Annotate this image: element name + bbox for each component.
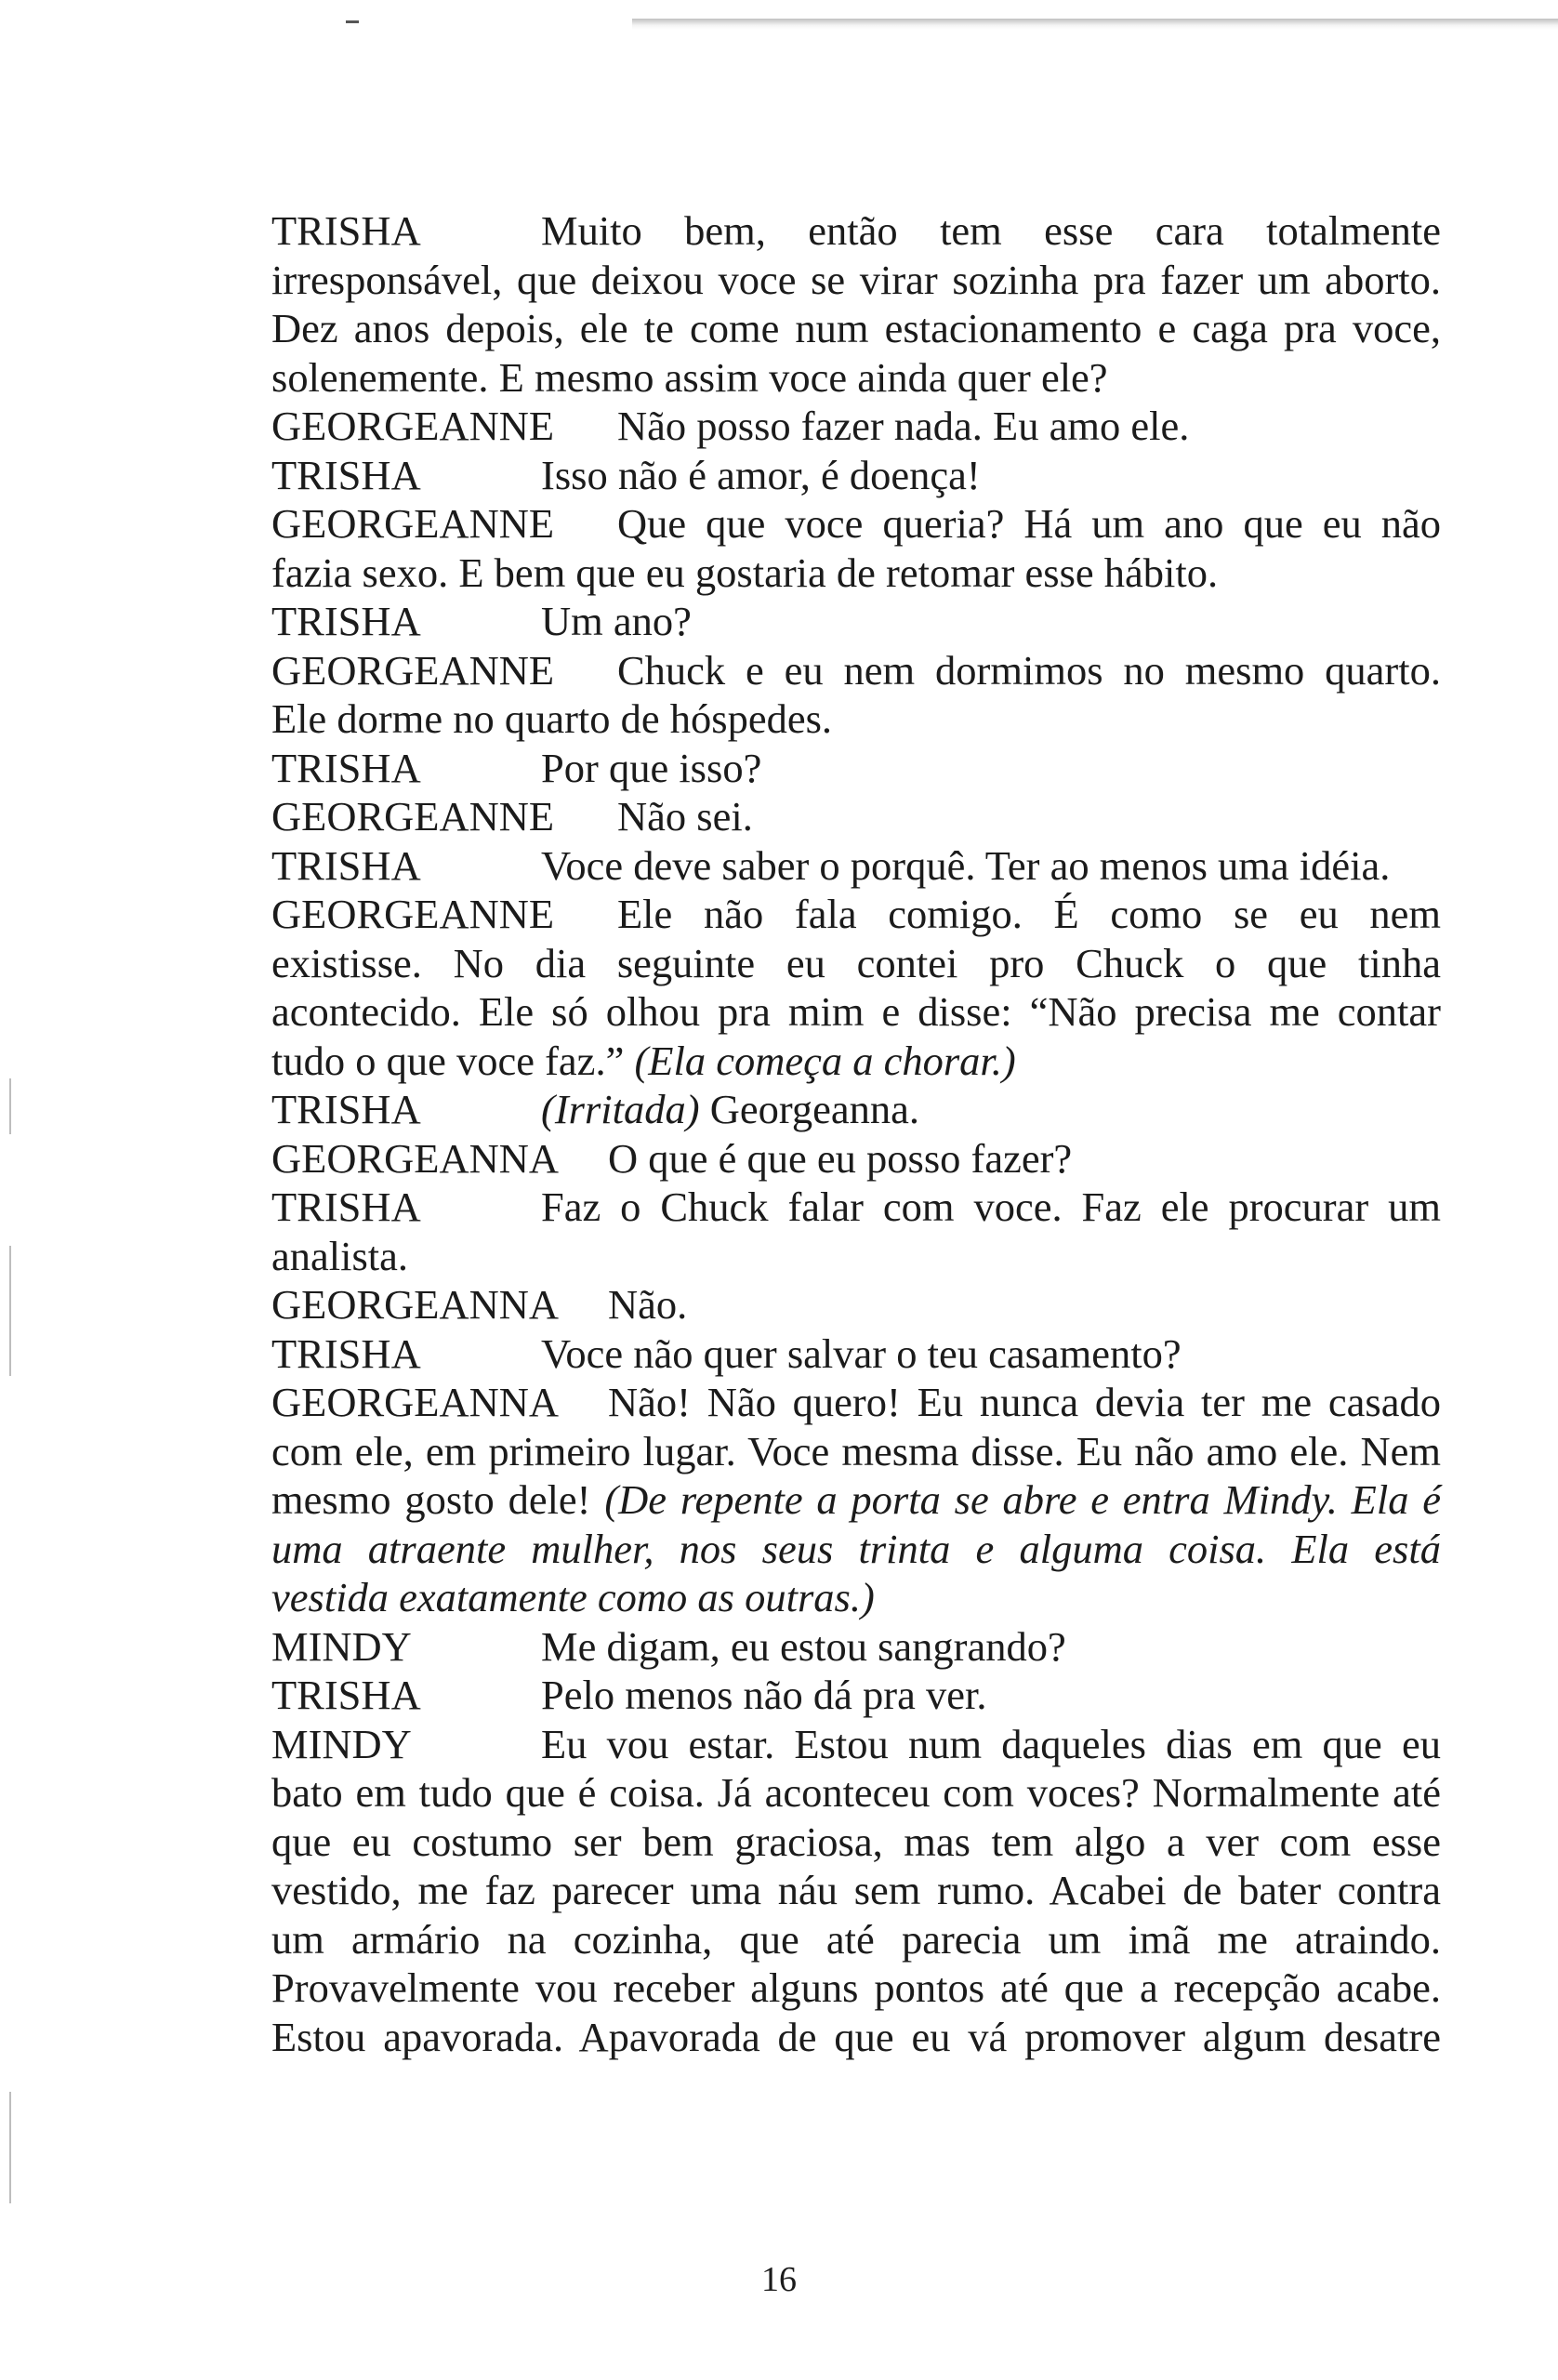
dialogue-line bbox=[271, 1183, 1441, 1232]
speaker-name: TRISHA bbox=[271, 451, 421, 498]
scan-top-edge-shadow bbox=[632, 19, 1558, 30]
dialogue-text: existisse. No dia seguinte eu contei pro Chuck o que tinha bbox=[271, 939, 1441, 986]
stage-direction: (Ela começa a chorar.) bbox=[634, 1037, 1016, 1084]
stage-direction: uma atraente mulher, nos seus trinta e alguma coisa. Ela está bbox=[271, 1525, 1441, 1572]
dialogue-line bbox=[271, 1671, 1441, 1720]
dialogue-line bbox=[271, 1329, 1441, 1379]
speaker-name: GEORGEANNE bbox=[271, 500, 555, 547]
dialogue-line bbox=[271, 646, 1441, 695]
stage-direction: vestida exatamente como as outras.) bbox=[271, 1574, 875, 1620]
speaker-name: GEORGEANNA bbox=[271, 1379, 560, 1425]
dialogue-line bbox=[271, 1427, 1441, 1476]
dialogue-text: Dez anos depois, ele te come num estacionamento e caga pra voce, bbox=[271, 305, 1441, 351]
speaker-name: MINDY bbox=[271, 1720, 412, 1767]
dialogue-line bbox=[271, 1475, 1441, 1525]
dialogue-line bbox=[271, 1280, 1441, 1329]
dialogue-line bbox=[271, 256, 1441, 305]
dialogue-text: Pelo menos não dá pra ver. bbox=[541, 1672, 987, 1718]
speaker-name: TRISHA bbox=[271, 1329, 421, 1377]
dialogue-text: Faz o Chuck falar com voce. Faz ele procurar um bbox=[541, 1183, 1441, 1230]
dialogue-line bbox=[271, 499, 1441, 549]
dialogue-text: O que é que eu posso fazer? bbox=[608, 1134, 1073, 1182]
speaker-name: TRISHA bbox=[271, 1183, 421, 1230]
stage-direction: (Irritada) bbox=[541, 1086, 700, 1132]
script-page-body bbox=[271, 206, 1441, 2061]
dialogue-line bbox=[271, 1768, 1441, 1818]
dialogue-text: Eu vou estar. Estou num daqueles dias em que eu bbox=[541, 1720, 1441, 1767]
dialogue-text: Não. bbox=[608, 1281, 688, 1328]
dialogue-line bbox=[271, 1525, 1441, 1574]
scan-margin-speck bbox=[9, 1246, 11, 1376]
dialogue-line bbox=[271, 1085, 1441, 1134]
speaker-name: TRISHA bbox=[271, 1086, 421, 1132]
dialogue-line bbox=[271, 1037, 1441, 1086]
dialogue-line bbox=[271, 451, 1441, 500]
speaker-name: TRISHA bbox=[271, 1672, 421, 1718]
speaker-name: GEORGEANNA bbox=[271, 1281, 560, 1328]
dialogue-text: tudo o que voce faz.” bbox=[271, 1037, 625, 1084]
speaker-name: TRISHA bbox=[271, 744, 421, 791]
dialogue-text: Não! Não quero! Eu nunca devia ter me casado bbox=[608, 1379, 1441, 1425]
dialogue-text: Não posso fazer nada. Eu amo ele. bbox=[617, 403, 1190, 449]
dialogue-line bbox=[271, 2013, 1441, 2062]
dialogue-line bbox=[271, 1964, 1441, 2013]
dialogue-line bbox=[271, 549, 1441, 598]
scan-margin-speck bbox=[9, 2092, 11, 2203]
dialogue-line bbox=[271, 206, 1441, 256]
dialogue-line bbox=[271, 1573, 1441, 1622]
scan-mark bbox=[346, 20, 359, 23]
dialogue-line bbox=[271, 744, 1441, 793]
dialogue-text: Ele não fala comigo. É como se eu nem bbox=[617, 891, 1441, 937]
dialogue-line bbox=[271, 597, 1441, 646]
dialogue-text: que eu costumo ser bem graciosa, mas tem algo a ver com esse bbox=[271, 1818, 1441, 1865]
dialogue-line bbox=[271, 402, 1441, 451]
scan-margin-speck bbox=[9, 1078, 11, 1134]
dialogue-text: Provavelmente vou receber alguns pontos até que a recepção acabe. bbox=[271, 1964, 1441, 2011]
dialogue-text: Isso não é amor, é doença! bbox=[541, 451, 981, 498]
dialogue-text: Chuck e eu nem dormimos no mesmo quarto. bbox=[617, 646, 1441, 694]
dialogue-text: um armário na cozinha, que até parecia um imã me atraindo. bbox=[271, 1915, 1441, 1963]
dialogue-text: solenemente. E mesmo assim voce ainda quer ele? bbox=[271, 353, 1108, 401]
dialogue-line bbox=[271, 987, 1441, 1037]
speaker-name: GEORGEANNA bbox=[271, 1134, 560, 1182]
dialogue-line bbox=[271, 694, 1441, 744]
dialogue-line bbox=[271, 1134, 1441, 1183]
dialogue-line bbox=[271, 304, 1441, 353]
dialogue-text: irresponsável, que deixou voce se virar sozinha pra fazer um aborto. bbox=[271, 256, 1441, 303]
dialogue-text: Um ano? bbox=[541, 598, 692, 644]
dialogue-text: vestido, me faz parecer uma náu sem rumo. Acabei de bater contra bbox=[271, 1867, 1441, 1913]
speaker-name: TRISHA bbox=[271, 207, 421, 254]
dialogue-line bbox=[271, 1915, 1441, 1964]
dialogue-line bbox=[271, 841, 1441, 891]
dialogue-line bbox=[271, 1378, 1441, 1427]
dialogue-text: com ele, em primeiro lugar. Voce mesma disse. Eu não amo ele. Nem bbox=[271, 1427, 1441, 1474]
dialogue-line bbox=[271, 939, 1441, 988]
dialogue-text: Muito bem, então tem esse cara totalmente bbox=[541, 207, 1441, 254]
stage-direction: (De repente a porta se abre e entra Mindy. Ela é bbox=[604, 1476, 1441, 1523]
dialogue-text: Ele dorme no quarto de hóspedes. bbox=[271, 695, 833, 742]
speaker-name: GEORGEANNE bbox=[271, 403, 555, 449]
dialogue-text: Estou apavorada. Apavorada de que eu vá promover algum desatre bbox=[271, 2013, 1441, 2060]
dialogue-text: analista. bbox=[271, 1232, 409, 1279]
speaker-name: TRISHA bbox=[271, 841, 421, 889]
dialogue-text: Me digam, eu estou sangrando? bbox=[541, 1622, 1066, 1670]
speaker-name: TRISHA bbox=[271, 598, 421, 644]
page-number: 16 bbox=[761, 2260, 797, 2299]
dialogue-text: Por que isso? bbox=[541, 744, 762, 791]
dialogue-text: Não sei. bbox=[617, 793, 753, 840]
dialogue-text: acontecido. Ele só olhou pra mim e disse: “Não precisa me contar bbox=[271, 988, 1441, 1035]
dialogue-line bbox=[271, 1866, 1441, 1915]
dialogue-text: fazia sexo. E bem que eu gostaria de retomar esse hábito. bbox=[271, 549, 1219, 596]
dialogue-line bbox=[271, 1720, 1441, 1769]
dialogue-line bbox=[271, 792, 1441, 841]
dialogue-text: Voce deve saber o porquê. Ter ao menos uma idéia. bbox=[541, 841, 1391, 889]
dialogue-text: Voce não quer salvar o teu casamento? bbox=[541, 1329, 1182, 1377]
speaker-name: GEORGEANNE bbox=[271, 793, 555, 840]
dialogue-text: bato em tudo que é coisa. Já aconteceu com voces? Normalmente até bbox=[271, 1769, 1441, 1816]
speaker-name: GEORGEANNE bbox=[271, 646, 555, 694]
dialogue-line bbox=[271, 353, 1441, 403]
dialogue-line bbox=[271, 890, 1441, 939]
dialogue-text: Georgeanna. bbox=[709, 1086, 919, 1132]
dialogue-line bbox=[271, 1232, 1441, 1281]
dialogue-text: Que que voce queria? Há um ano que eu não bbox=[617, 500, 1441, 547]
dialogue-line bbox=[271, 1622, 1441, 1672]
speaker-name: MINDY bbox=[271, 1622, 412, 1670]
speaker-name: GEORGEANNE bbox=[271, 891, 555, 937]
dialogue-text: mesmo gosto dele! bbox=[271, 1476, 591, 1523]
dialogue-line bbox=[271, 1818, 1441, 1867]
